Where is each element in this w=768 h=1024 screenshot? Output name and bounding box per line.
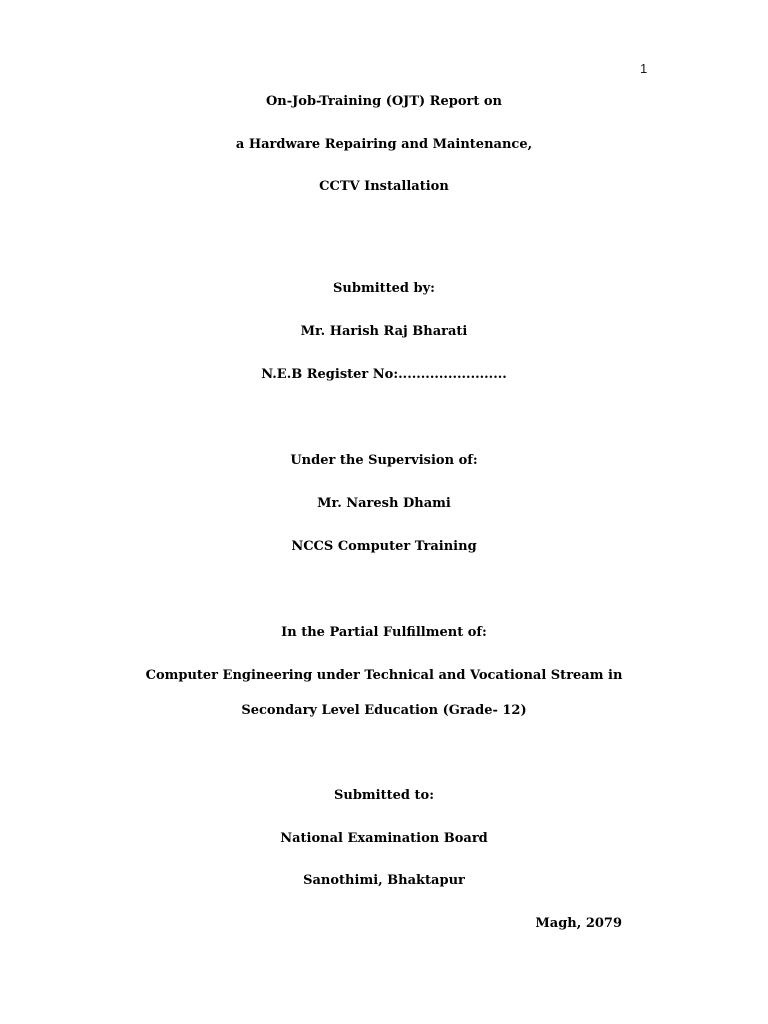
supervisor-organization: NCCS Computer Training [291, 539, 477, 554]
board-location: Sanothimi, Bhaktapur [303, 873, 465, 888]
page-number: 1 [640, 61, 648, 76]
submitted-to-heading: Submitted to: [334, 788, 434, 803]
fulfillment-heading: In the Partial Fulfillment of: [281, 625, 487, 640]
submission-date: Magh, 2079 [535, 916, 622, 931]
supervisor-name: Mr. Naresh Dhami [317, 496, 451, 511]
submitted-by-heading: Submitted by: [333, 281, 435, 296]
board-name: National Examination Board [280, 831, 488, 846]
fulfillment-line-2: Secondary Level Education (Grade- 12) [241, 703, 527, 718]
student-name: Mr. Harish Raj Bharati [300, 324, 468, 339]
title-line-3: CCTV Installation [319, 179, 449, 194]
register-number: N.E.B Register No:........................ [261, 367, 507, 382]
fulfillment-line-1: Computer Engineering under Technical and Vocational Stream in [145, 668, 623, 683]
title-line-2: a Hardware Repairing and Maintenance, [235, 137, 533, 152]
supervision-heading: Under the Supervision of: [290, 453, 478, 468]
title-line-1: On-Job-Training (OJT) Report on [265, 94, 503, 109]
